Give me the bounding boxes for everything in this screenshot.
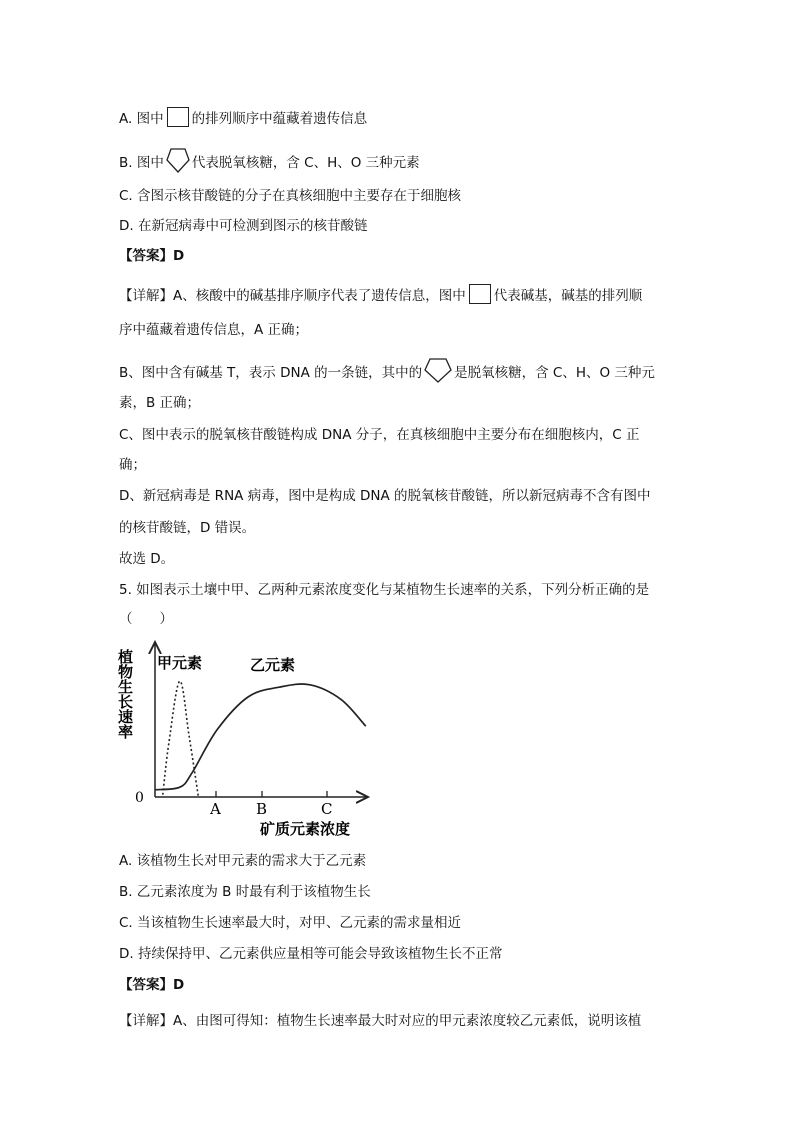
x-axis-label: 矿质元素浓度 <box>260 820 351 838</box>
q4-option-b-suffix: 代表脱氧核糖，含 C、H、O 三种元素 <box>191 155 420 171</box>
series-line-jia <box>163 681 199 797</box>
q4-option-a-prefix: A. 图中 <box>119 111 164 127</box>
q5-explanation-1: 【详解】A、由图可得知：植物生长速率最大时对应的甲元素浓度较乙元素低，说明该植 <box>119 1013 642 1029</box>
square-icon <box>469 284 491 304</box>
q4-option-c: C. 含图示核苷酸链的分子在真核细胞中主要存在于细胞核 <box>119 188 462 204</box>
q4-explanation-3-prefix: B、图中含有碱基 T，表示 DNA 的一条链，其中的 <box>119 365 423 381</box>
growth-rate-chart <box>116 640 380 840</box>
q5-option-b: B. 乙元素浓度为 B 时最有利于该植物生长 <box>119 884 371 900</box>
q4-explanation-3 <box>119 357 655 383</box>
q4-option-b-prefix: B. 图中 <box>119 155 164 171</box>
q4-option-b <box>119 147 420 173</box>
q4-explanation-1 <box>119 284 642 306</box>
x-tick-label: C <box>321 800 333 818</box>
q5-answer: 【答案】D <box>119 977 185 993</box>
origin-label: 0 <box>135 790 144 806</box>
q4-explanation-3-suffix: 是脱氧核糖，含 C、H、O 三种元 <box>454 365 655 381</box>
x-tick-label: A <box>210 800 221 818</box>
q4-option-a <box>119 107 367 129</box>
series-label-yi: 乙元素 <box>250 656 296 674</box>
q5-option-a: A. 该植物生长对甲元素的需求大于乙元素 <box>119 853 367 869</box>
x-tick-label: B <box>256 800 268 818</box>
q4-explanation-1-prefix: 【详解】A、核酸中的碱基排序顺序代表了遗传信息，图中 <box>119 288 466 304</box>
q5-stem: 5. 如图表示土壤中甲、乙两种元素浓度变化与某植物生长速率的关系，下列分析正确的是 <box>119 582 650 598</box>
q4-explanation-4: 素，B 正确； <box>119 395 201 411</box>
pentagon-icon <box>166 147 190 173</box>
q4-answer: 【答案】D <box>119 248 185 264</box>
q4-explanation-2: 序中蕴藏着遗传信息，A 正确； <box>119 322 309 338</box>
series-label-jia: 甲元素 <box>157 654 203 672</box>
q5-option-d: D. 持续保持甲、乙元素供应量相等可能会导致该植物生长不正常 <box>119 946 503 962</box>
q4-explanation-5: C、图中表示的脱氧核苷酸链构成 DNA 分子，在真核细胞中主要分布在细胞核内，C 正 <box>119 427 640 443</box>
q4-option-d: D. 在新冠病毒中可检测到图示的核苷酸链 <box>119 218 368 234</box>
q4-explanation-6: 确； <box>119 457 146 473</box>
y-axis-label: 植物生长速率 <box>116 649 134 739</box>
q4-explanation-8: 的核苷酸链，D 错误。 <box>119 520 256 536</box>
q4-explanation-1-suffix: 代表碱基，碱基的排列顺 <box>493 288 643 304</box>
pentagon-icon <box>424 357 452 383</box>
q4-explanation-7: D、新冠病毒是 RNA 病毒，图中是构成 DNA 的脱氧核苷酸链，所以新冠病毒不含有图中 <box>119 488 651 504</box>
square-icon <box>167 107 189 127</box>
q4-option-a-suffix: 的排列顺序中蕴藏着遗传信息 <box>191 111 368 127</box>
q5-paren: （ ） <box>119 611 173 627</box>
series-line-yi <box>155 684 366 790</box>
q4-conclusion: 故选 D。 <box>119 551 175 567</box>
q5-option-c: C. 当该植物生长速率最大时，对甲、乙元素的需求量相近 <box>119 915 462 931</box>
